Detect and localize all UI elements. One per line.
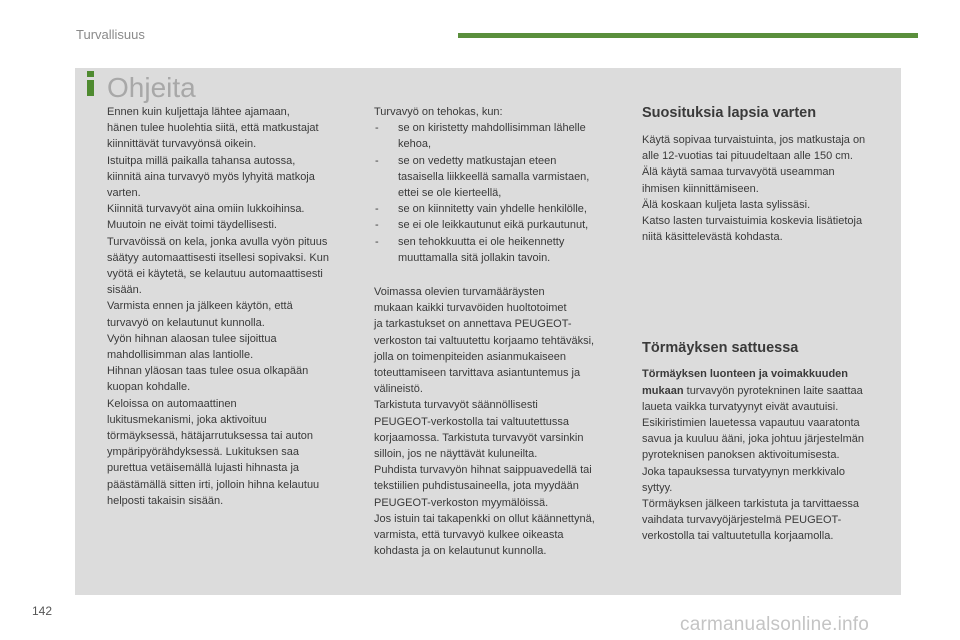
text-line: savua ja kuuluu ääni, joka johtuu järjestelmän	[642, 433, 864, 446]
text-line: laueta vaikka turvatyynyt eivät avautuisi.	[642, 400, 839, 413]
text-line: PEUGEOT-verkoston myymälöissä.	[374, 496, 549, 509]
text-fragment: turvavyön pyrotekninen laite saattaa	[683, 384, 863, 397]
text-line: Ennen kuin kuljettaja lähtee ajamaan,	[107, 106, 290, 118]
text-line: verkoston tai valtuutettu korjaamo tehtäväksi,	[374, 334, 595, 347]
bullet-line: - se on kiinnitetty vain yhdelle henkilölle,	[398, 203, 587, 216]
watermark: carmanualsonline.info	[680, 614, 870, 635]
bullet-line: kehoa,	[398, 138, 432, 151]
text-line: ympäripyörähdyksessä. Lukituksen saa	[107, 446, 299, 459]
text-line: PEUGEOT-verkostolla tai valtuutettussa	[374, 415, 570, 428]
panel-title: Ohjeita	[107, 72, 196, 103]
text-line: törmäyksessä, hätäjarrutuksessa tai auton	[107, 430, 314, 443]
text-line: kiinnitä aina turvavyö myös lyhyitä matkoja	[107, 170, 315, 183]
text-line	[642, 383, 900, 399]
text-line: varten.	[107, 187, 141, 200]
text-line: Katso lasten turvaistuimia koskevia lisätietoja	[642, 215, 863, 228]
text-line: Turvavöissä on kela, jonka avulla vyön pituus	[107, 235, 328, 248]
text-line: toteuttamiseen tarvittava asiantuntemus ja	[374, 367, 581, 380]
list-item	[374, 201, 632, 217]
text-line: lukitusmekanismi, joka aktivoituu	[107, 413, 267, 426]
text-line: alle 12-vuotias tai pituudeltaan alle 150 cm.	[642, 150, 853, 163]
text-line: Vyön hihnan alaosan tulee sijoittua	[107, 332, 277, 345]
text-line: mahdollisimman alas lantiolle.	[107, 349, 254, 362]
text-line: säätyy automaattisesti itsellesi sopivaksi. Kun	[107, 251, 329, 264]
heading-collision: Törmäyksen sattuessa	[642, 340, 799, 357]
section-title: Turvallisuus	[76, 27, 145, 42]
text-line: syttyy.	[642, 481, 673, 494]
bullet-line: ettei se ole kierteellä,	[398, 187, 502, 200]
text-line: Älä käytä samaa turvavyötä useamman	[642, 166, 835, 179]
text-line: Jos istuin tai takapenkki on ollut käännettynä,	[374, 512, 595, 525]
text-line: Muutoin ne eivät toimi täydellisesti.	[107, 219, 277, 232]
page-number: 142	[32, 604, 53, 618]
list-item	[374, 234, 632, 266]
heading-children: Suosituksia lapsia varten	[642, 105, 817, 121]
text-line: tekstiilien puhdistusaineella, jota myydään	[374, 480, 579, 493]
text-line: kohdasta ja on kelautunut kunnolla.	[374, 545, 547, 558]
bullet-line: - se ei ole leikkautunut eikä purkautunut,	[398, 219, 589, 232]
text-line: jolla on toimenpiteiden asianmukaiseen	[374, 350, 567, 363]
text-line: varmista, että turvavyö kulkee oikeasta	[374, 529, 564, 542]
text-line: Törmäyksen jälkeen tarkistuta ja tarvittaessa	[642, 498, 860, 511]
text-line: ihmisen kiinnittämiseen.	[642, 182, 759, 195]
text-line: Käytä sopivaa turvaistuinta, jos matkustaja on	[642, 134, 866, 146]
text-line: pyroteknisen panoksen aktivoitumisesta.	[642, 449, 840, 462]
text-line: vyötä ei käytetä, se kelautuu automaattisesti	[107, 268, 323, 281]
text-line: purettua vetäisemällä lujasti hihnasta ja	[107, 462, 300, 475]
text-line: päästämällä sitten irti, jolloin hihna kelautuu	[107, 478, 320, 491]
text-line: välineistö.	[374, 383, 423, 396]
text-line: vaihdata turvavyöjärjestelmä PEUGEOT-	[642, 514, 842, 527]
text-line: helposti takaisin sisään.	[107, 494, 224, 507]
list-item	[374, 120, 632, 152]
column-3	[642, 104, 900, 545]
text-line: Puhdista turvavyön hihnat saippuavedellä tai	[374, 464, 592, 477]
bullet-line: - se on kiristetty mahdollisimman lähelle	[398, 122, 586, 135]
text-line: Esikiristimien lauetessa vapautuu vaaratonta	[642, 417, 860, 430]
text-line: Älä koskaan kuljeta lasta sylissäsi.	[642, 198, 811, 211]
text-line: niitä käsittelevästä kohdasta.	[642, 231, 783, 244]
text-line: Tarkistuta turvavyöt säännöllisesti	[374, 399, 538, 412]
bullet-line: tasaisella liikkeellä samalla varmistaen,	[398, 170, 590, 183]
bold-intro: Törmäyksen luonteen ja voimakkuuden	[642, 368, 849, 381]
text-line: verkostolla tai valtuutetulla korjaamolla.	[642, 530, 834, 543]
bullet-list	[374, 120, 632, 266]
text-line: kuopan kohdalle.	[107, 381, 191, 394]
bullets-intro: Turvavyö on tehokas, kun:	[374, 106, 503, 118]
bullet-line: - sen tehokkuutta ei ole heikennetty	[398, 235, 565, 248]
text-line: korjaamossa. Tarkistuta turvavyöt varsinkin	[374, 431, 584, 444]
text-line: Joka tapauksessa turvatyynyn merkkivalo	[642, 465, 845, 478]
list-item	[374, 217, 632, 233]
text-line: hänen tulee huolehtia siitä, että matkustajat	[107, 122, 319, 135]
text-line: Varmista ennen ja jälkeen käytön, että	[107, 300, 293, 313]
column-1	[107, 104, 362, 509]
text-line: sisään.	[107, 284, 142, 297]
text-line: Keloissa on automaattinen	[107, 397, 237, 410]
text-line: Hihnan yläosan taas tulee osua olkapään	[107, 365, 309, 378]
text-line: ja tarkastukset on annettava PEUGEOT-	[374, 318, 572, 331]
text-line: Istuitpa millä paikalla tahansa autossa,	[107, 154, 296, 167]
header-accent-bar	[458, 33, 918, 38]
bullet-line: - se on vedetty matkustajan eteen	[398, 154, 557, 167]
bullet-line: muuttamalla sitä jollakin tavoin.	[398, 251, 551, 264]
text-line: kiinnittävät turvavyönsä oikein.	[107, 138, 257, 151]
info-icon	[84, 71, 96, 96]
column-2	[374, 104, 632, 559]
list-item	[374, 153, 632, 202]
bold-intro-end: mukaan	[642, 384, 684, 397]
text-line: turvavyö on kelautunut kunnolla.	[107, 316, 265, 329]
text-line: mukaan kaikki turvavöiden huoltotoimet	[374, 302, 567, 315]
text-line: Voimassa olevien turvamääräysten	[374, 286, 545, 299]
text-line: Kiinnitä turvavyöt aina omiin lukkoihinsa.	[107, 203, 305, 216]
text-line: silloin, jos ne näyttävät kuluneilta.	[374, 448, 538, 461]
